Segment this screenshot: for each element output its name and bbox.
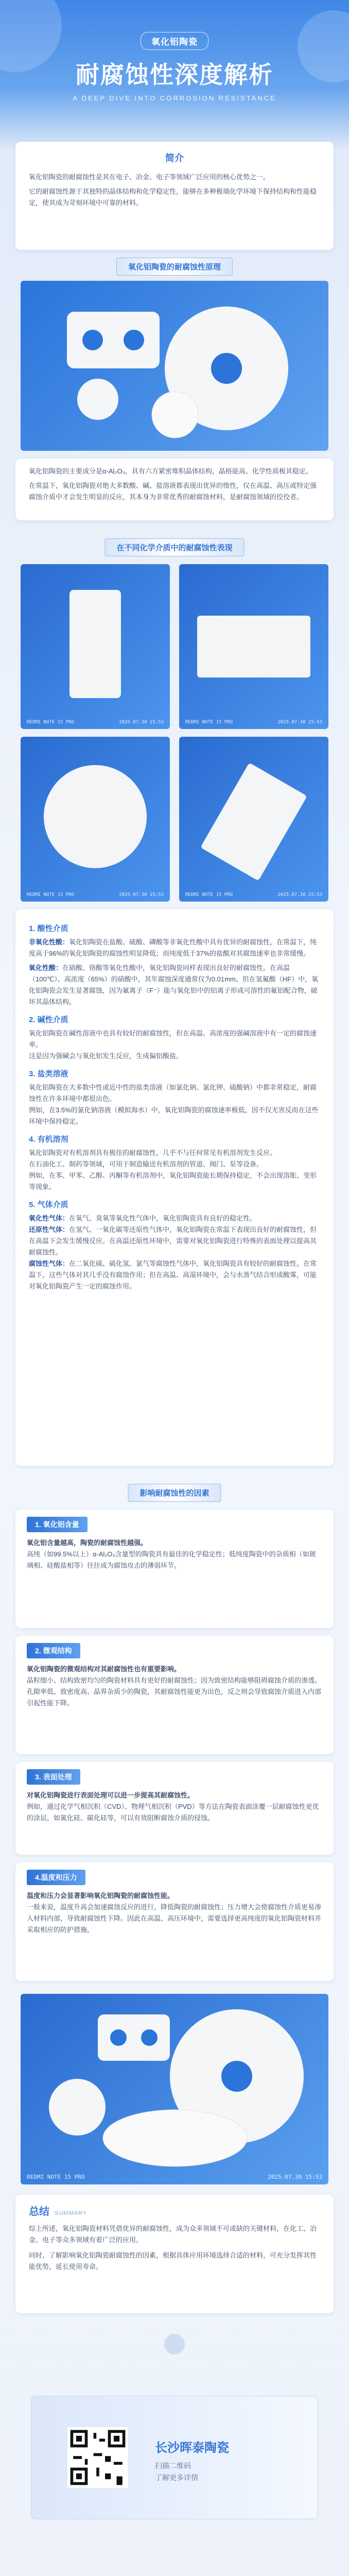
gas-item: 腐蚀性气体：在二氧化硫、硫化氢、氯气等腐蚀性气体中，氧化铝陶瓷具有较好的耐腐蚀性。在常温下，这些气体对其几乎没有腐蚀作用；但在高温、高湿环境中，会与水蒸气结合形成酸雾，可能对氧化铝陶瓷产生一定的腐蚀作用。 — [29, 1260, 317, 1290]
qr-code-icon — [67, 2427, 128, 2488]
page-title: 耐腐蚀性深度解析 — [76, 61, 273, 88]
footer-brand: 长沙晖泰陶瓷 — [155, 2441, 229, 2455]
hero-pill: 氧化铝陶瓷 — [141, 32, 208, 50]
intro-card — [15, 142, 334, 250]
footer-more-hint: 了解更多详情 — [155, 2473, 198, 2482]
factor-card — [15, 1862, 334, 1981]
product-photo-large — [21, 1994, 328, 2184]
photo-watermark: REDMI NOTE 15 PRO — [27, 892, 75, 897]
factor-tag: 2. 微观结构 — [27, 1643, 80, 1658]
salt-title: 3. 盐类溶液 — [29, 1070, 68, 1078]
summary-title: 总结 — [29, 2206, 49, 2217]
principle-paragraph: 氧化铝陶瓷的主要成分是α-Al₂O₃，具有六方紧密堆积晶体结构，晶格能高、化学性质极其稳定。 — [29, 467, 312, 475]
photo-date: 2025.07.30 15:53 — [277, 892, 322, 897]
factor-tag: 4.温度和压力 — [27, 1870, 85, 1885]
ceramic-disc — [44, 765, 147, 868]
principle-paragraph: 在常温下，氧化铝陶瓷对绝大多数酸、碱、盐溶液都表现出优异的惰性，仅在高温、高压或特定强腐蚀介质中才会发生明显的反应，其本身为非常优秀的耐腐蚀材料，是耐腐蚀领域的佼佼者。 — [29, 482, 317, 501]
factor-body: 例如，通过化学气相沉积（CVD）、物理气相沉积（PVD）等方法在陶瓷表面涂覆一层耐腐蚀性更优的涂层，如氮化硅、碳化硅等，可以有效阻断腐蚀介质的侵蚀。 — [27, 1803, 319, 1822]
summary-paragraph: 综上所述，氧化铝陶瓷材料凭借优异的耐腐蚀性，成为众多领域不可或缺的关键材料，在化工、冶金、电子等众多领域有着广泛的应用。 — [29, 2225, 317, 2244]
summary-paragraph: 同时，了解影响氧化铝陶瓷耐腐蚀性的因素，根据具体应用环境选择合适的材料，可充分发挥其性能优势，延长使用寿命。 — [29, 2251, 317, 2270]
hero-banner — [0, 0, 349, 149]
section-title-factors: 影响耐腐蚀性的因素 — [128, 1484, 221, 1502]
organic-title: 4. 有机溶剂 — [29, 1135, 68, 1144]
product-photo — [21, 281, 328, 451]
summary-title-en: SUMMARY — [55, 2210, 88, 2216]
decorative-dot — [164, 2334, 185, 2354]
ceramic-bar — [200, 762, 307, 881]
principle-card — [15, 459, 334, 520]
organic-paragraph: 氧化铝陶瓷对有机溶剂具有极佳的耐腐蚀性，几乎不与任何常见有机溶剂发生反应。 — [29, 1149, 277, 1157]
factor-lead: 温度和压力会显著影响氧化铝陶瓷的耐腐蚀性能。 — [27, 1892, 174, 1900]
factor-tag: 1. 氧化铝含量 — [27, 1517, 88, 1532]
factor-body: 晶粒细小、结构致密均匀的陶瓷材料具有更好的耐腐蚀性；因为致密结构能够阻碍腐蚀介质的渗透。孔隙率低、致密度高、晶界杂质少的陶瓷，其耐腐蚀性能更为出色，反之则会导致腐蚀介质进入内部引起性能下降。 — [27, 1676, 322, 1707]
photo-date: 2025.07.30 15:53 — [119, 720, 164, 725]
alkali-title: 2. 碱性介质 — [29, 1015, 68, 1024]
acid-item: 非氧化性酸：氧化铝陶瓷在盐酸、硫酸、磷酸等非氧化性酸中具有优异的耐腐蚀性，在常温下，纯度高于96%的氧化铝陶瓷的腐蚀性明显降低；而纯度低于37%的盐酸对其腐蚀速率也非常缓慢。 — [29, 938, 317, 957]
photo-watermark: REDMI NOTE 15 PRO — [185, 720, 233, 725]
product-photo-disc — [21, 737, 170, 902]
photo-watermark: REDMI NOTE 15 PRO — [27, 720, 75, 725]
factor-lead: 氧化铝含量越高，陶瓷的耐腐蚀性越强。 — [27, 1539, 148, 1547]
factor-tag: 3. 表面处理 — [27, 1769, 80, 1785]
product-photo-bar — [179, 737, 328, 902]
section-title-principle: 氧化铝陶瓷的耐腐蚀性原理 — [116, 258, 233, 276]
photo-watermark: REDMI NOTE 15 PRO — [27, 2174, 85, 2180]
factor-lead: 氧化铝陶瓷的微观结构对其耐腐蚀性也有重要影响。 — [27, 1665, 181, 1673]
footer-qr-card — [31, 2396, 318, 2519]
media-detail-card — [15, 909, 334, 1466]
factor-lead: 对氧化铝陶瓷进行表面处理可以进一步提高其耐腐蚀性。 — [27, 1791, 195, 1799]
salt-paragraph: 例如，在3.5%的氯化钠溶液（模拟海水）中，氧化铝陶瓷的腐蚀速率极低，因不仅无害反而在这些环境中保持稳定。 — [29, 1106, 319, 1125]
product-photo-block — [179, 564, 328, 729]
gas-title: 5. 气体介质 — [29, 1200, 68, 1209]
alkali-paragraph: 氧化铝陶瓷在碱性溶液中也具有较好的耐腐蚀性，但在高温、高浓度的强碱溶液中有一定的腐蚀速率。 — [29, 1029, 317, 1048]
gas-item: 氧化性气体：在氧气、臭氧等氧化性气体中，氧化铝陶瓷具有良好的稳定性。 — [29, 1214, 257, 1222]
factor-card — [15, 1510, 334, 1628]
salt-paragraph: 氧化铝陶瓷在大多数中性或近中性的盐类溶液（如氯化钠、氯化钾、硫酸钠）中都非常稳定，耐腐蚀性在许多环境中都很出色。 — [29, 1083, 317, 1103]
intro-title: 简介 — [165, 153, 184, 163]
section-title-media: 在不同化学介质中的耐腐蚀性表现 — [104, 538, 244, 556]
photo-date: 2025.07.30 15:53 — [268, 2174, 322, 2180]
acid-title: 1. 酸性介质 — [29, 924, 68, 933]
factor-body: 一般来说，温度升高会加速腐蚀反应的进行，降低陶瓷的耐腐蚀性；压力增大会使腐蚀性介质更易渗入材料内部，导致耐腐蚀性下降。因此在高温、高压环境中，需要选择更高纯度的氧化铝陶瓷材料并采取相应的防护措施。 — [27, 1903, 322, 1934]
photo-watermark: REDMI NOTE 15 PRO — [185, 892, 233, 897]
intro-paragraph: 氧化铝陶瓷的耐腐蚀性是其在电子、冶金、电子等领域广泛应用的核心优势之一。 — [29, 173, 270, 181]
factor-body: 高纯（如99.5%以上）α-Al₂O₃含量型的陶瓷具有最佳的化学稳定性；低纯度陶瓷中的杂质相（如玻璃相、硅酸盐相等）往往成为腐蚀攻击的薄弱环节。 — [27, 1550, 316, 1569]
gas-item: 还原性气体：在氢气、一氧化碳等还原性气体中，氧化铝陶瓷在常温下表现出良好的耐腐蚀性，但在高温下会发生缓慢反应。在高温还原性环境中，需要对氧化铝陶瓷进行特殊的表面处理以提高其耐腐蚀性。 — [29, 1226, 317, 1256]
ceramic-tube — [69, 590, 121, 698]
factor-card — [15, 1636, 334, 1754]
organic-paragraph: 例如，在苯、甲苯、乙醇、丙酮等有机溶剂中，氧化铝陶瓷能长期保持稳定，不会出现溶胀、变形等现象。 — [29, 1172, 317, 1191]
ceramic-block — [197, 616, 310, 677]
intro-paragraph: 它的耐腐蚀性源于其独特的晶体结构和化学稳定性，能够在多种极端化学环境下保持结构和性能稳定，使其成为苛刻环境中可靠的材料。 — [29, 188, 317, 207]
factor-card — [15, 1762, 334, 1855]
qr-code[interactable] — [67, 2427, 128, 2488]
acid-item: 氧化性酸：在硝酸、铬酸等氧化性酸中，氧化铝陶瓷同样表现出良好的耐腐蚀性。在高温（100℃）、高浓度（65%）的硝酸中，其年腐蚀深度通常仅为0.01mm。但在氢氟酸（HF）中，氧化铝陶瓷会发生显著腐蚀，因为氟离子（F⁻）能与氧化铝中的铝离子形成可溶性的氟铝配合物，破坏其晶体结构。 — [29, 964, 319, 1006]
summary-card — [15, 2195, 334, 2313]
ceramic-parts-illustration — [21, 281, 328, 451]
product-photo-tube — [21, 564, 170, 729]
photo-date: 2025.07.30 15:53 — [119, 892, 164, 897]
ceramic-parts-illustration — [21, 1994, 328, 2184]
photo-date: 2025.07.30 15:53 — [277, 720, 322, 725]
alkali-paragraph: 这是因为强碱会与氧化铝发生反应，生成偏铝酸盐。 — [29, 1052, 183, 1060]
page-subtitle: A DEEP DIVE INTO CORROSION RESISTANCE — [73, 94, 276, 102]
organic-paragraph: 在石油化工、制药等领域，可用于制造输送有机溶剂的管道、阀门、泵等设备。 — [29, 1160, 264, 1168]
footer-scan-hint: 扫描二维码 — [155, 2462, 191, 2470]
